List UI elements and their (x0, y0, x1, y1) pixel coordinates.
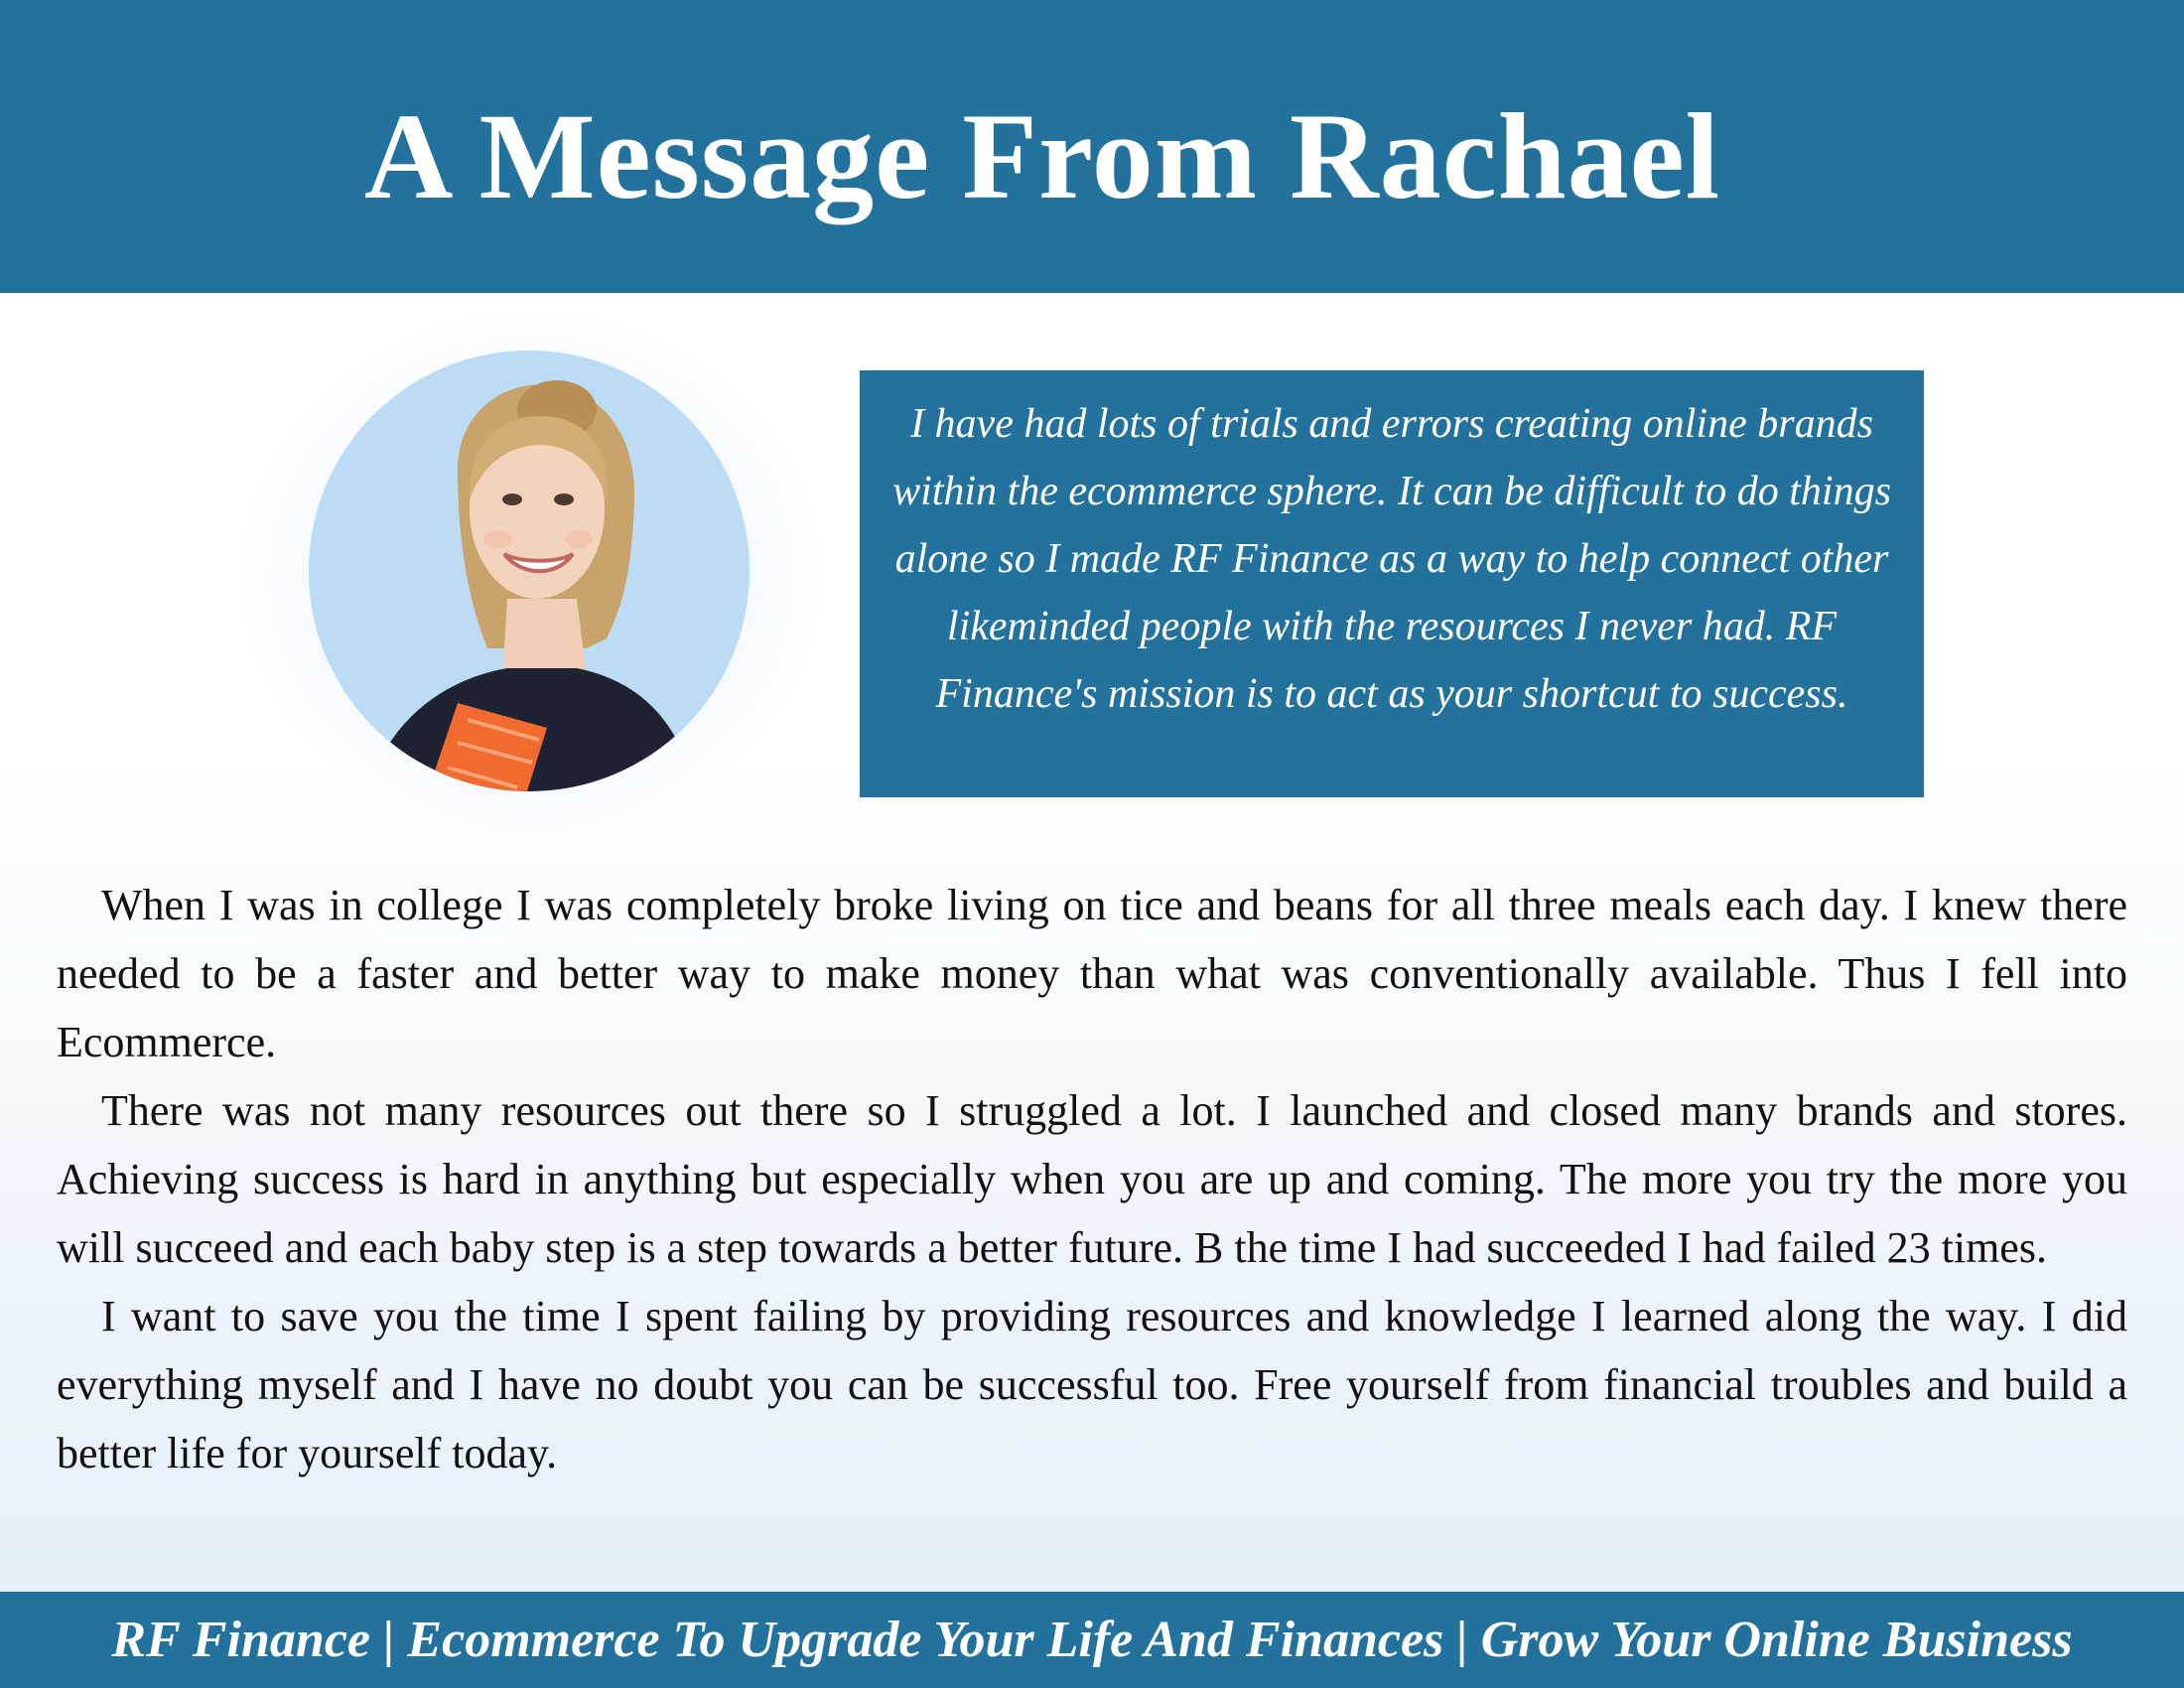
paragraph-mission: I want to save you the time I spent failing by providing resources and knowledge I learned along the way. I did everything myself and I have no doubt you can be successful too. Free yourself from financial troubles and build a better life for yourself today. (57, 1292, 2127, 1477)
mission-quote-box (860, 370, 1924, 797)
page-title: A Message From Rachael (363, 88, 1721, 224)
paragraph-struggle: There was not many resources out there so I struggled a lot. I launched and closed many brands and stores. Achieving success is hard in anything but especially when you are up and coming. The more you try the more you will succeed and each baby step is a step towards a better future. B the time I had succeeded I had failed 23 times. (57, 1086, 2127, 1272)
footer-tagline: RF Finance | Ecommerce To Upgrade Your Life And Finances | Grow Your Online Business (111, 1612, 2073, 1668)
paragraph-college: When I was in college I was completely broke living on tice and beans for all three meals each day. I knew there needed to be a faster and better way to make money than what was conventionally available. Thus I fell into Ecommerce. (57, 881, 2127, 1066)
footer-banner (0, 1592, 2184, 1688)
mission-quote: I have had lots of trials and errors creating online brands within the ecommerce sphere. It can be difficult to do things alone so I made RF Finance as a way to help connect other likeminded people with the resources I never had. RF Finance's mission is to act as your shortcut to success. (892, 401, 1891, 717)
avatar (309, 351, 750, 791)
portrait-illustration (309, 351, 750, 791)
message-body (57, 871, 2127, 1487)
header-banner (0, 0, 2184, 293)
